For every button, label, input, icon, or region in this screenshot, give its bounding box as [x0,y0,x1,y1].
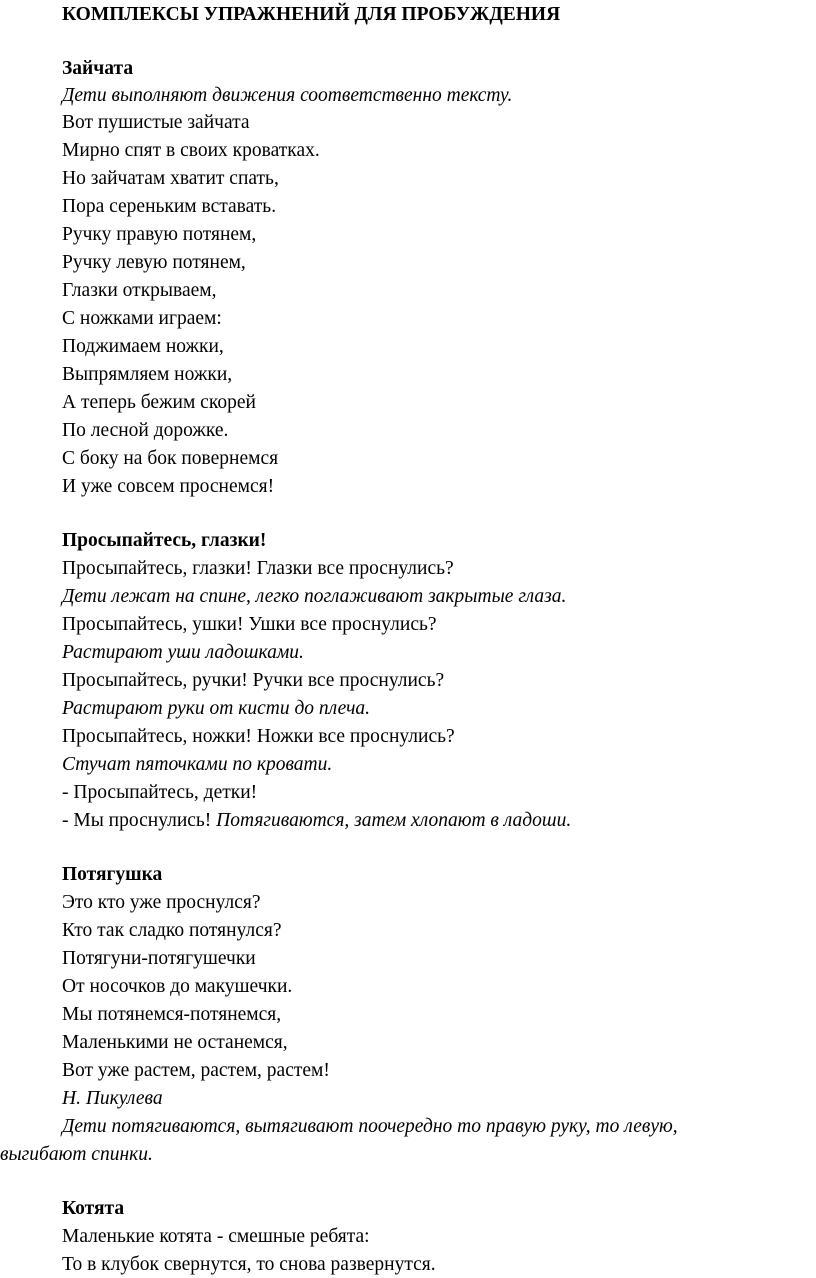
verse-line: А теперь бежим скорей [62,392,256,413]
section-title-prosypaites: Просыпайтесь, глазки! [62,530,267,551]
verse-line: Это кто уже проснулся? [62,892,261,913]
verse-line: Потягуни-потягушечки [62,948,256,969]
verse-line: Поджимаем ножки, [62,336,224,357]
verse-text: - Мы проснулись! [62,810,217,831]
verse-line: Выпрямляем ножки, [62,364,233,385]
verse-line: И уже совсем проснемся! [62,476,275,497]
verse-line: То в клубок свернутся, то снова развернутся. [62,1254,436,1275]
verse-line: Вот пушистые зайчата [62,112,250,133]
instruction-line: выгибают спинки. [0,1144,153,1165]
verse-line: По лесной дорожке. [62,420,229,441]
verse-line: Глазки открываем, [62,280,217,301]
verse-line: С ножками играем: [62,308,222,329]
verse-line: Маленькими не останемся, [62,1032,288,1053]
verse-line: Пора сереньким вставать. [62,196,277,217]
verse-line: Маленькие котята - смешные ребята: [62,1226,370,1247]
verse-line: Мы потянемся-потянемся, [62,1004,282,1025]
verse-line: Мирно спят в своих кроватках. [62,140,320,161]
section-title-kotyata: Котята [62,1198,125,1219]
verse-line: Ручку правую потянем, [62,224,257,245]
verse-line: Просыпайтесь, глазки! Глазки все проснулись? [62,558,454,579]
instruction-zaichata: Дети выполняют движения соответственно тексту. [62,85,513,106]
instruction-line: Растирают уши ладошками. [62,642,304,663]
instruction-text: Потягиваются, затем хлопают в ладоши. [216,810,572,831]
document-title: КОМПЛЕКСЫ УПРАЖНЕНИЙ ДЛЯ ПРОБУЖДЕНИЯ [62,4,561,25]
author-credit: Н. Пикулева [62,1088,163,1109]
instruction-line: Дети потягиваются, вытягивают поочередно то правую руку, то левую, [62,1116,678,1137]
section-title-zaichata: Зайчата [62,58,134,79]
verse-line: От носочков до макушечки. [62,976,293,997]
instruction-line: Дети лежат на спине, легко поглаживают закрытые глаза. [62,586,567,607]
verse-line: Просыпайтесь, ручки! Ручки все проснулись? [62,670,445,691]
verse-line-mixed [62,807,571,834]
verse-line: Но зайчатам хватит спать, [62,168,279,189]
section-title-potyagushka: Потягушка [62,864,163,885]
instruction-line: Стучат пяточками по кровати. [62,754,333,775]
verse-line: - Просыпайтесь, детки! [62,782,258,803]
verse-line: Просыпайтесь, ножки! Ножки все проснулись? [62,726,455,747]
verse-line: Вот уже растем, растем, растем! [62,1060,330,1081]
verse-line: Кто так сладко потянулся? [62,920,282,941]
instruction-line: Растирают руки от кисти до плеча. [62,698,371,719]
verse-line: С боку на бок повернемся [62,448,279,469]
verse-line: Просыпайтесь, ушки! Ушки все проснулись? [62,614,437,635]
verse-line: Ручку левую потянем, [62,252,246,273]
